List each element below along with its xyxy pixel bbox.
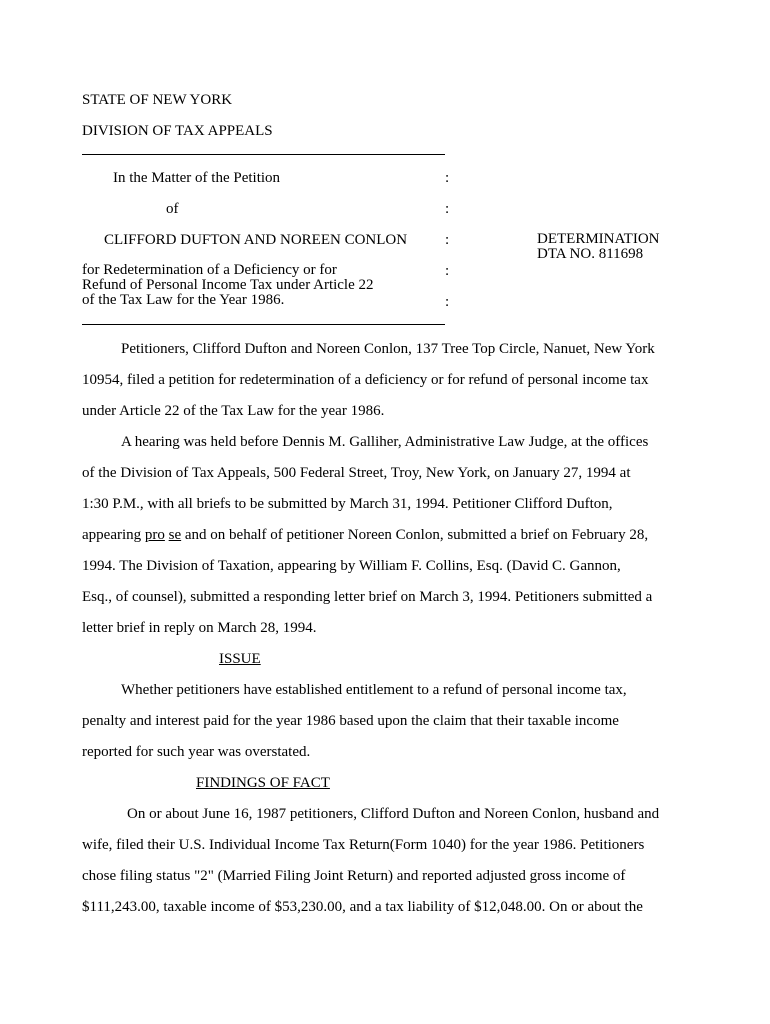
caption-purpose-line: for Redetermination of a Deficiency or for <box>82 262 337 278</box>
paragraph-line: letter brief in reply on March 28, 1994. <box>82 620 317 636</box>
caption-purpose <box>82 263 374 308</box>
latin-term-se: se <box>168 527 182 543</box>
issue-heading: ISSUE <box>219 651 261 667</box>
caption-parties: CLIFFORD DUFTON AND NOREEN CONLON <box>104 232 408 248</box>
caption-top-rule <box>82 154 445 155</box>
caption-colon-5: : <box>445 294 450 310</box>
caption-colon-4: : <box>445 263 450 279</box>
paragraph-line: 1:30 P.M., with all briefs to be submitted by March 31, 1994. Petitioner Clifford Dufton, <box>82 496 613 512</box>
paragraph-line: 1994. The Division of Taxation, appearing by William F. Collins, Esq. (David C. Gannon, <box>82 558 621 574</box>
paragraph-line: penalty and interest paid for the year 1986 based upon the claim that their taxable income <box>82 713 619 729</box>
paragraph-line: of the Division of Tax Appeals, 500 Federal Street, Troy, New York, on January 27, 1994 at <box>82 465 631 481</box>
caption-purpose-line: Refund of Personal Income Tax under Article 22 <box>82 277 374 293</box>
latin-term-pro: pro <box>144 527 165 543</box>
paragraph-line <box>82 528 662 543</box>
paragraph-line: $111,243.00, taxable income of $53,230.00, and a tax liability of $12,048.00. On or about the <box>82 899 643 915</box>
text-fragment: appearing <box>82 527 145 543</box>
caption-of: of <box>166 201 179 217</box>
caption-purpose-line: of the Tax Law for the Year 1986. <box>82 292 285 308</box>
paragraph-line: under Article 22 of the Tax Law for the year 1986. <box>82 403 385 419</box>
paragraph-line: On or about June 16, 1987 petitioners, Clifford Dufton and Noreen Conlon, husband and <box>127 806 660 822</box>
determination-title: DETERMINATION <box>537 231 660 247</box>
paragraph-line: wife, filed their U.S. Individual Income Tax Return(Form 1040) for the year 1986. Petitioners <box>82 837 645 853</box>
text-fragment: and on behalf of petitioner Noreen Conlon, submitted a brief on February 28, <box>181 527 649 543</box>
paragraph-line: Esq., of counsel), submitted a responding letter brief on March 3, 1994. Petitioners submitted a <box>82 589 653 605</box>
paragraph-line: chose filing status "2" (Married Filing Joint Return) and reported adjusted gross income of <box>82 868 626 884</box>
paragraph-line: A hearing was held before Dennis M. Galliher, Administrative Law Judge, at the offices <box>121 434 649 450</box>
caption-bottom-rule <box>82 324 445 325</box>
paragraph-line: Petitioners, Clifford Dufton and Noreen Conlon, 137 Tree Top Circle, Nanuet, New York <box>121 341 655 357</box>
caption-colon-1: : <box>445 170 450 186</box>
caption-colon-2: : <box>445 201 450 217</box>
division-heading: DIVISION OF TAX APPEALS <box>82 123 273 139</box>
paragraph-line: Whether petitioners have established entitlement to a refund of personal income tax, <box>121 682 627 698</box>
caption-colon-3: : <box>445 232 450 248</box>
state-heading: STATE OF NEW YORK <box>82 92 233 108</box>
paragraph-line: 10954, filed a petition for redetermination of a deficiency or for refund of personal income tax <box>82 372 649 388</box>
paragraph-line: reported for such year was overstated. <box>82 744 311 760</box>
determination-block <box>537 232 659 262</box>
determination-number: DTA NO. 811698 <box>537 246 644 262</box>
caption-matter: In the Matter of the Petition <box>113 170 281 186</box>
findings-heading: FINDINGS OF FACT <box>196 775 330 791</box>
